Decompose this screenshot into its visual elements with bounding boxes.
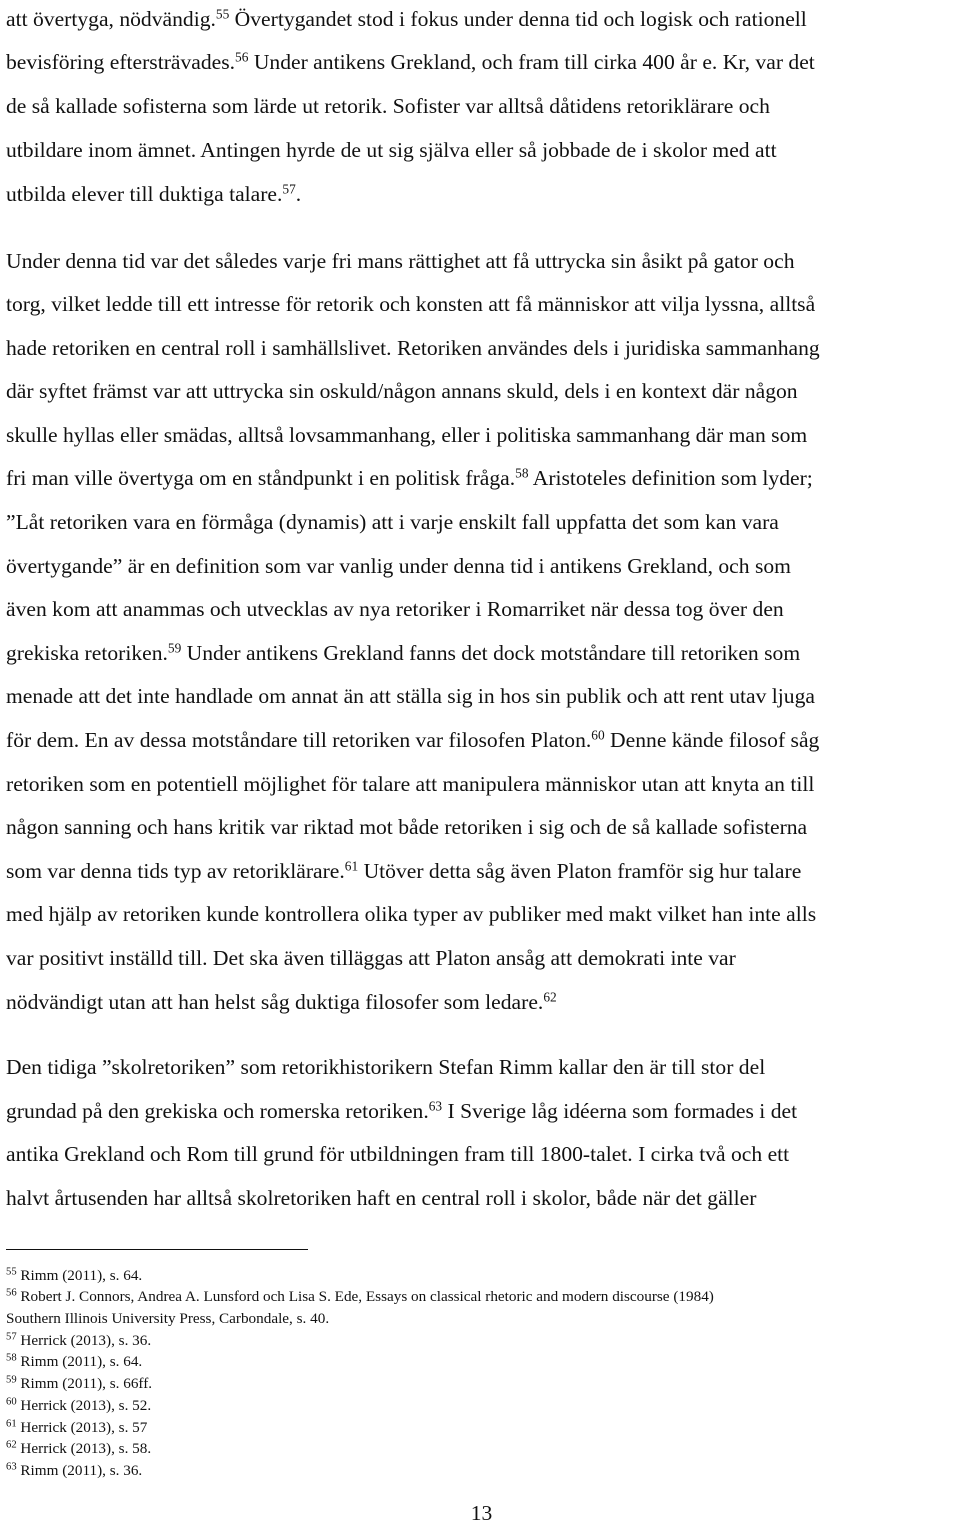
footnote: [6, 1461, 142, 1480]
body-line: [6, 378, 798, 404]
footnote-ref: 57: [282, 181, 296, 197]
body-line: [6, 989, 557, 1015]
text-run: utbilda elever till duktiga talare.: [6, 182, 283, 206]
footnote-ref: 58: [515, 465, 529, 481]
footnote-text: Herrick (2013), s. 57: [16, 1419, 148, 1436]
body-line: [6, 422, 807, 448]
footnote-number: 59: [6, 1374, 17, 1386]
footnote-text: Robert J. Connors, Andrea A. Lunsford och Lisa S. Ede, Essays on classical rhetoric and modern discourse (1984): [16, 1288, 714, 1305]
page-number: 13: [470, 1501, 493, 1525]
footnote: [6, 1266, 142, 1285]
text-run: menade att det inte handlade om annat än att ställa sig in hos sin publik och att rent utav ljuga: [6, 684, 815, 708]
body-line: [6, 93, 770, 119]
body-line: [6, 683, 815, 709]
body-line: [6, 858, 801, 884]
body-line: [6, 640, 800, 666]
footnote-number: 58: [6, 1352, 17, 1364]
footnote: [6, 1331, 151, 1350]
text-run: Under antikens Grekland, och fram till cirka 400 år e. Kr, var det: [248, 50, 815, 74]
text-run: torg, vilket ledde till ett intresse för retorik och konsten att få människor att vilja lyssna, alltså: [6, 292, 816, 316]
text-run: för dem. En av dessa motståndare till retoriken var filosofen Platon.: [6, 728, 592, 752]
footnote: [6, 1352, 142, 1371]
body-line: [6, 248, 795, 274]
text-run: nödvändigt utan att han helst såg duktiga filosofer som ledare.: [6, 990, 544, 1014]
body-line: [6, 1098, 797, 1124]
text-run: skulle hyllas eller smädas, alltså lovsammanhang, eller i politiska sammanhang där man som: [6, 423, 808, 447]
text-run: som var denna tids typ av retoriklärare.: [6, 859, 345, 883]
body-line: [6, 553, 791, 579]
body-line: [6, 181, 301, 207]
footnote-number: 60: [6, 1396, 17, 1408]
text-run: övertygande” är en definition som var vanlig under denna tid i antikens Grekland, och som: [6, 554, 791, 578]
text-run: Denne kände filosof såg: [604, 728, 820, 752]
footnote-number: 62: [6, 1439, 17, 1451]
body-line: [6, 335, 820, 361]
footnote-number: 56: [6, 1287, 17, 1299]
text-run: ”Låt retoriken vara en förmåga (dynamis) att i varje enskilt fall uppfatta det som kan vara: [6, 510, 779, 534]
text-run: Under antikens Grekland fanns det dock motståndare till retoriken som: [181, 641, 801, 665]
text-run: Den tidiga ”skolretoriken” som retorikhistorikern Stefan Rimm kallar den är till stor del: [6, 1055, 766, 1079]
footnote: [6, 1374, 152, 1393]
footnote-separator: [6, 1249, 308, 1250]
footnote-number: 57: [6, 1331, 17, 1343]
footnote-number: 61: [6, 1418, 17, 1430]
text-run: retoriken som en potentiell möjlighet för talare att manipulera människor utan att knyta an till: [6, 772, 815, 796]
footnote-ref: 56: [235, 49, 249, 65]
footnote-ref: 59: [167, 640, 182, 656]
footnote-number: 63: [6, 1461, 17, 1473]
footnote-ref: 55: [215, 6, 230, 22]
body-line: [6, 509, 779, 535]
body-line: [6, 771, 814, 797]
text-run: grekiska retoriken.: [6, 641, 168, 665]
text-run: utbildare inom ämnet. Antingen hyrde de ut sig själva eller så jobbade de i skolor med att: [6, 138, 777, 162]
footnote-ref: 63: [428, 1098, 443, 1114]
footnote-text: Herrick (2013), s. 52.: [16, 1397, 152, 1414]
footnote-ref: 62: [543, 989, 557, 1005]
text-run: antika Grekland och Rom till grund för utbildningen fram till 1800-talet. I cirka två och ett: [6, 1142, 790, 1166]
text-run: med hjälp av retoriken kunde kontrollera olika typer av publiker med makt vilket han inte alls: [6, 902, 817, 926]
footnote-text: Rimm (2011), s. 36.: [16, 1462, 143, 1479]
text-run: Aristoteles definition som lyder;: [528, 466, 813, 490]
text-run: Övertygandet stod i fokus under denna tid och logisk och rationell: [229, 7, 807, 31]
text-run: grundad på den grekiska och romerska retoriken.: [6, 1099, 429, 1123]
text-run: var positivt inställd till. Det ska även tilläggas att Platon ansåg att demokrati inte var: [6, 946, 736, 970]
body-line: [6, 1185, 756, 1211]
footnote: [6, 1287, 714, 1306]
footnote: [6, 1309, 329, 1328]
footnote-text: Herrick (2013), s. 58.: [16, 1440, 152, 1457]
body-line: [6, 727, 819, 753]
text-run: någon sanning och hans kritik var riktad mot både retoriken i sig och de så kallade sofisterna: [6, 815, 808, 839]
body-line: [6, 945, 736, 971]
text-run: I Sverige låg idéerna som formades i det: [442, 1099, 798, 1123]
body-line: [6, 49, 815, 75]
body-line: [6, 814, 807, 840]
text-run: de så kallade sofisterna som lärde ut retorik. Sofister var alltså dåtidens retoriklärare och: [6, 94, 770, 118]
text-run: bevisföring eftersträvades.: [6, 50, 236, 74]
text-run: hade retoriken en central roll i samhällslivet. Retoriken användes dels i juridiska sammanhang: [6, 336, 820, 360]
text-run: fri man ville övertyga om en ståndpunkt i en politisk fråga.: [6, 466, 516, 490]
text-run: att övertyga, nödvändig.: [6, 7, 216, 31]
body-line: [6, 596, 784, 622]
footnote-ref: 60: [591, 727, 605, 743]
text-run: där syftet främst var att uttrycka sin oskuld/någon annans skuld, dels i en kontext där någon: [6, 379, 798, 403]
body-line: [6, 6, 807, 32]
body-line: [6, 137, 777, 163]
body-line: [6, 465, 813, 491]
text-run: även kom att anammas och utvecklas av nya retoriker i Romarriket när dessa tog över den: [6, 597, 784, 621]
text-run: Under denna tid var det således varje fri mans rättighet att få uttrycka sin åsikt på gator och: [6, 249, 795, 273]
footnote-number: 55: [6, 1266, 17, 1278]
body-line: [6, 1141, 789, 1167]
footnote-text: Southern Illinois University Press, Carbondale, s. 40.: [6, 1310, 330, 1327]
footnote: [6, 1418, 147, 1437]
footnote-ref: 61: [344, 858, 359, 874]
footnote-text: Herrick (2013), s. 36.: [16, 1332, 152, 1349]
body-line: [6, 1054, 765, 1080]
footnote: [6, 1396, 151, 1415]
body-line: [6, 291, 815, 317]
footnote: [6, 1439, 151, 1458]
text-run: .: [295, 182, 302, 206]
text-run: Utöver detta såg även Platon framför sig hur talare: [358, 859, 802, 883]
text-run: halvt årtusenden har alltså skolretoriken haft en central roll i skolor, både när det gäller: [6, 1186, 757, 1210]
footnote-text: Rimm (2011), s. 64.: [16, 1353, 143, 1370]
footnote-text: Rimm (2011), s. 66ff.: [16, 1375, 153, 1392]
footnote-text: Rimm (2011), s. 64.: [16, 1267, 143, 1284]
body-line: [6, 901, 816, 927]
